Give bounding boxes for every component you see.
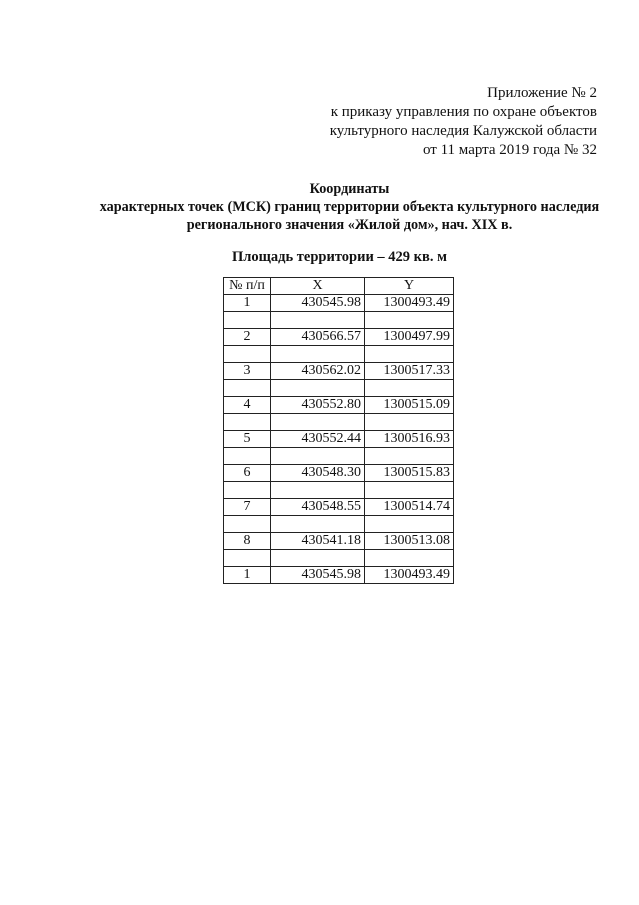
coord-x: 430548.30: [271, 465, 365, 482]
spacer-cell: [365, 482, 454, 499]
coord-y: 1300514.74: [365, 499, 454, 516]
appendix-authority: культурного наследия Калужской области: [329, 123, 597, 139]
coord-x: 430566.57: [271, 329, 365, 346]
header-point-number: № п/п: [224, 278, 271, 295]
point-number: 1: [224, 295, 271, 312]
coord-x: 430552.44: [271, 431, 365, 448]
table-spacer-row: [224, 346, 454, 363]
spacer-cell: [271, 516, 365, 533]
point-number: 5: [224, 431, 271, 448]
spacer-cell: [271, 448, 365, 465]
point-number: 1: [224, 567, 271, 584]
table-row: [224, 397, 454, 414]
table-row: [224, 363, 454, 380]
spacer-cell: [365, 312, 454, 329]
title-line-2: характерных точек (МСК) границ территории объекта культурного наследия: [99, 199, 600, 215]
table-row: [224, 465, 454, 482]
title-line-3: регионального значения «Жилой дом», нач. XIX в.: [186, 217, 513, 233]
spacer-cell: [365, 346, 454, 363]
table-header-row: [224, 278, 454, 295]
spacer-cell: [224, 482, 271, 499]
point-number: 2: [224, 329, 271, 346]
coord-y: 1300493.49: [365, 295, 454, 312]
table-spacer-row: [224, 516, 454, 533]
table-spacer-row: [224, 482, 454, 499]
coord-x: 430562.02: [271, 363, 365, 380]
point-number: 4: [224, 397, 271, 414]
appendix-header: [330, 84, 597, 160]
coordinates-table: [223, 277, 454, 584]
table-spacer-row: [224, 448, 454, 465]
table-spacer-row: [224, 380, 454, 397]
coord-y: 1300497.99: [365, 329, 454, 346]
table-row: [224, 329, 454, 346]
spacer-cell: [365, 550, 454, 567]
spacer-cell: [271, 312, 365, 329]
coord-x: 430548.55: [271, 499, 365, 516]
spacer-cell: [271, 482, 365, 499]
appendix-order-ref: к приказу управления по охране объектов: [330, 104, 597, 120]
spacer-cell: [365, 380, 454, 397]
coord-y: 1300493.49: [365, 567, 454, 584]
spacer-cell: [365, 414, 454, 431]
spacer-cell: [271, 380, 365, 397]
spacer-cell: [224, 448, 271, 465]
spacer-cell: [224, 380, 271, 397]
territory-area: Площадь территории – 429 кв. м: [232, 249, 447, 265]
point-number: 6: [224, 465, 271, 482]
header-y: Y: [365, 278, 454, 295]
table-row: [224, 567, 454, 584]
coord-y: 1300515.09: [365, 397, 454, 414]
coord-x: 430541.18: [271, 533, 365, 550]
spacer-cell: [224, 312, 271, 329]
coord-y: 1300516.93: [365, 431, 454, 448]
spacer-cell: [271, 414, 365, 431]
table-spacer-row: [224, 550, 454, 567]
spacer-cell: [271, 550, 365, 567]
spacer-cell: [271, 346, 365, 363]
coord-y: 1300513.08: [365, 533, 454, 550]
coord-y: 1300517.33: [365, 363, 454, 380]
appendix-number: Приложение № 2: [487, 85, 597, 101]
spacer-cell: [365, 448, 454, 465]
table-spacer-row: [224, 312, 454, 329]
table-row: [224, 533, 454, 550]
spacer-cell: [224, 516, 271, 533]
title-line-1: Координаты: [309, 181, 390, 197]
coord-x: 430545.98: [271, 295, 365, 312]
table-spacer-row: [224, 414, 454, 431]
appendix-date: от 11 марта 2019 года № 32: [423, 142, 597, 158]
point-number: 3: [224, 363, 271, 380]
table-row: [224, 431, 454, 448]
table-row: [224, 499, 454, 516]
coord-x: 430552.80: [271, 397, 365, 414]
table-row: [224, 295, 454, 312]
coord-x: 430545.98: [271, 567, 365, 584]
spacer-cell: [224, 346, 271, 363]
point-number: 7: [224, 499, 271, 516]
coord-y: 1300515.83: [365, 465, 454, 482]
header-x: X: [271, 278, 365, 295]
spacer-cell: [365, 516, 454, 533]
point-number: 8: [224, 533, 271, 550]
spacer-cell: [224, 550, 271, 567]
spacer-cell: [224, 414, 271, 431]
document-title: [60, 180, 639, 234]
